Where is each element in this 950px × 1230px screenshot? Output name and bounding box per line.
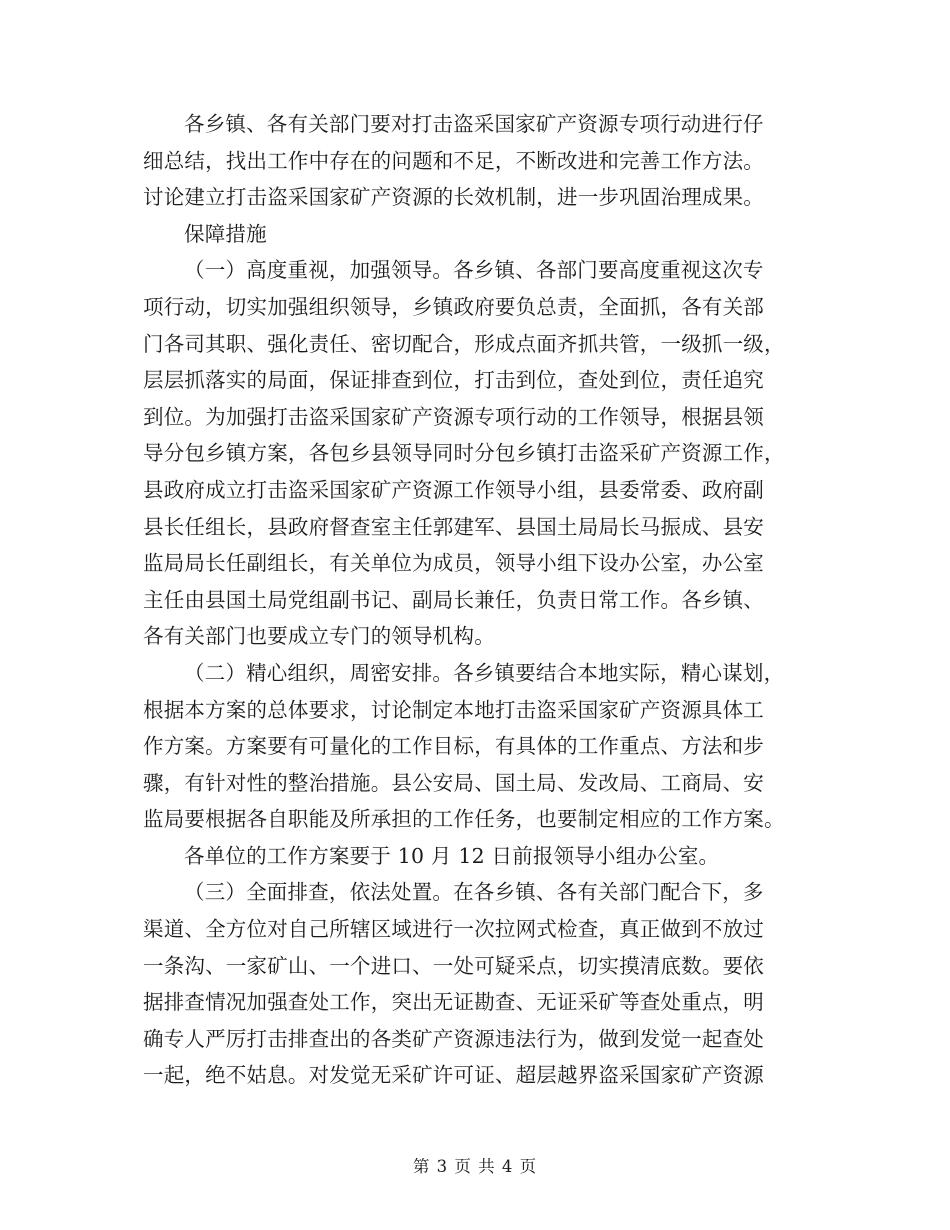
text-line: 门各司其职、强化责任、密切配合，形成点面齐抓共管，一级抓一级， [143,331,785,356]
text-line: 讨论建立打击盗采国家矿产资源的长效机制，进一步巩固治理成果。 [143,185,764,210]
text-line: 项行动，切实加强组织领导，乡镇政府要负总责，全面抓，各有关部 [143,294,764,319]
text-line: 监局要根据各自职能及所承担的工作任务，也要制定相应的工作方案。 [143,807,785,832]
section-heading: 保障措施 [184,221,267,246]
text-line: 根据本方案的总体要求，讨论制定本地打击盗采国家矿产资源具体工 [143,697,764,722]
text-line: 主任由县国土局党组副书记、副局长兼任，负责日常工作。各乡镇、 [143,587,764,612]
text-line: 渠道、全方位对自己所辖区域进行一次拉网式检查，真正做到不放过 [143,917,764,942]
text-line: 层层抓落实的局面，保证排查到位，打击到位，查处到位，责任追究 [143,368,764,393]
text-line: 一条沟、一家矿山、一个进口、一处可疑采点，切实摸清底数。要依 [143,953,764,978]
text-line: 各单位的工作方案要于 10 月 12 日前报领导小组办公室。 [184,843,720,868]
text-line: 各乡镇、各有关部门要对打击盗采国家矿产资源专项行动进行仔 [184,112,764,136]
text-line: 确专人严厉打击排查出的各类矿产资源违法行为，做到发觉一起查处 [143,1026,764,1051]
text-line: （三）全面排查，依法处置。在各乡镇、各有关部门配合下，多 [184,880,764,905]
text-line: 骤，有针对性的整治措施。县公安局、国土局、发改局、工商局、安 [143,770,764,795]
text-line: 到位。为加强打击盗采国家矿产资源专项行动的工作领导，根据县领 [143,404,764,429]
document-body [143,106,803,1094]
text-line: （一）高度重视，加强领导。各乡镇、各部门要高度重视这次专 [184,258,764,283]
text-line: 作方案。方案要有可量化的工作目标，有具体的工作重点、方法和步 [143,734,764,759]
text-line: 据排查情况加强查处工作，突出无证勘查、无证采矿等查处重点，明 [143,990,764,1015]
text-line: 县政府成立打击盗采国家矿产资源工作领导小组，县委常委、政府副 [143,477,764,502]
text-line: 县长任组长，县政府督查室主任郭建军、县国土局局长马振成、县安 [143,514,764,539]
text-line: 监局局长任副组长，有关单位为成员，领导小组下设办公室，办公室 [143,551,764,576]
text-line: 导分包乡镇方案，各包乡县领导同时分包乡镇打击盗采矿产资源工作， [143,441,785,466]
text-line: 一起，绝不姑息。对发觉无采矿许可证、超层越界盗采国家矿产资源 [143,1063,764,1088]
page-number-footer: 第 3 页 共 4 页 [412,1157,538,1176]
text-line: 各有关部门也要成立专门的领导机构。 [143,624,495,649]
text-line: 细总结，找出工作中存在的问题和不足，不断改进和完善工作方法。 [143,148,764,173]
text-line: （二）精心组织，周密安排。各乡镇要结合本地实际，精心谋划， [184,660,785,685]
